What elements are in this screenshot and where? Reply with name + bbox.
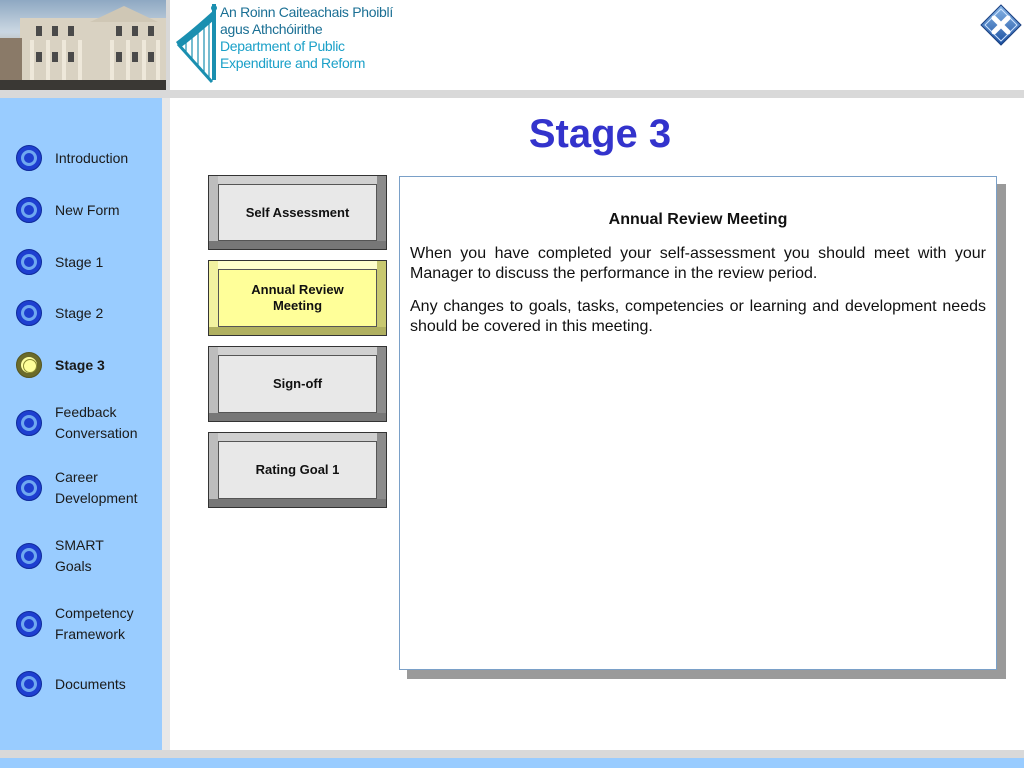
harp-icon <box>172 0 222 90</box>
sidebar-item-label: Introduction <box>55 150 129 166</box>
bullet-icon <box>16 611 42 637</box>
sign-off-button[interactable] <box>208 346 387 422</box>
bullet-icon <box>16 475 42 501</box>
bullet-icon <box>16 300 42 326</box>
sidebar-item-label: Feedback Conversation <box>55 404 138 441</box>
sidebar-item-label: SMART Goals <box>55 537 104 574</box>
bullet-icon <box>16 410 42 436</box>
sidebar-item-label: Career Development <box>55 469 138 506</box>
content-paragraph-2: Any changes to goals, tasks, competencies or learning and development needs should be covered in this meeting. <box>410 298 986 335</box>
logo-line-1: An Roinn Caiteachais Phoiblí <box>220 4 393 20</box>
sidebar-item-new-form[interactable] <box>0 197 162 223</box>
sidebar-item-smart-goals[interactable] <box>0 535 162 577</box>
bullet-icon <box>16 671 42 697</box>
sidebar-item-stage-2[interactable] <box>0 300 162 326</box>
annual-review-meeting-button[interactable] <box>208 260 387 336</box>
button-label: Rating Goal 1 <box>218 441 377 499</box>
sidebar-item-stage-1[interactable] <box>0 249 162 275</box>
header <box>0 0 1024 92</box>
bullet-active-icon <box>16 352 42 378</box>
content-paragraph-1: When you have completed your self-assessment you should meet with your Manager to discuss the performance in the review period. <box>410 245 986 282</box>
sidebar-item-label: Documents <box>55 676 126 692</box>
bullet-icon <box>16 145 42 171</box>
self-assessment-button[interactable] <box>208 175 387 250</box>
sidebar-item-stage-3[interactable] <box>0 352 162 378</box>
button-label: Self Assessment <box>218 184 377 241</box>
bullet-icon <box>16 249 42 275</box>
sidebar-item-introduction[interactable] <box>0 145 162 171</box>
rating-goal-1-button[interactable] <box>208 432 387 508</box>
close-button[interactable] <box>980 4 1022 46</box>
button-label: Annual Review Meeting <box>218 269 377 327</box>
sidebar-item-label: Stage 2 <box>55 305 104 321</box>
sidebar-item-feedback-conversation[interactable] <box>0 402 162 444</box>
bullet-icon <box>16 197 42 223</box>
sidebar-item-label: Competency Framework <box>55 605 134 642</box>
close-x-icon <box>980 4 1022 46</box>
sidebar-item-label: Stage 1 <box>55 254 104 270</box>
logo-line-2: agus Athchóirithe <box>220 21 323 37</box>
sidebar-item-competency-framework[interactable] <box>0 603 162 645</box>
sidebar-item-career-development[interactable] <box>0 467 162 509</box>
page-title: Stage 3 <box>528 112 672 156</box>
logo-line-3: Department of Public <box>220 38 345 54</box>
sidebar-item-documents[interactable] <box>0 671 162 697</box>
content-panel <box>399 176 997 670</box>
footer-bar <box>0 750 1024 768</box>
button-label: Sign-off <box>218 355 377 413</box>
bullet-icon <box>16 543 42 569</box>
content-heading: Annual Review Meeting <box>608 211 788 228</box>
government-building-photo <box>0 0 166 92</box>
sidebar-item-label: New Form <box>55 202 120 218</box>
logo-line-4: Expenditure and Reform <box>220 55 366 71</box>
sidebar-item-label: Stage 3 <box>55 357 105 373</box>
department-logo <box>172 0 402 90</box>
